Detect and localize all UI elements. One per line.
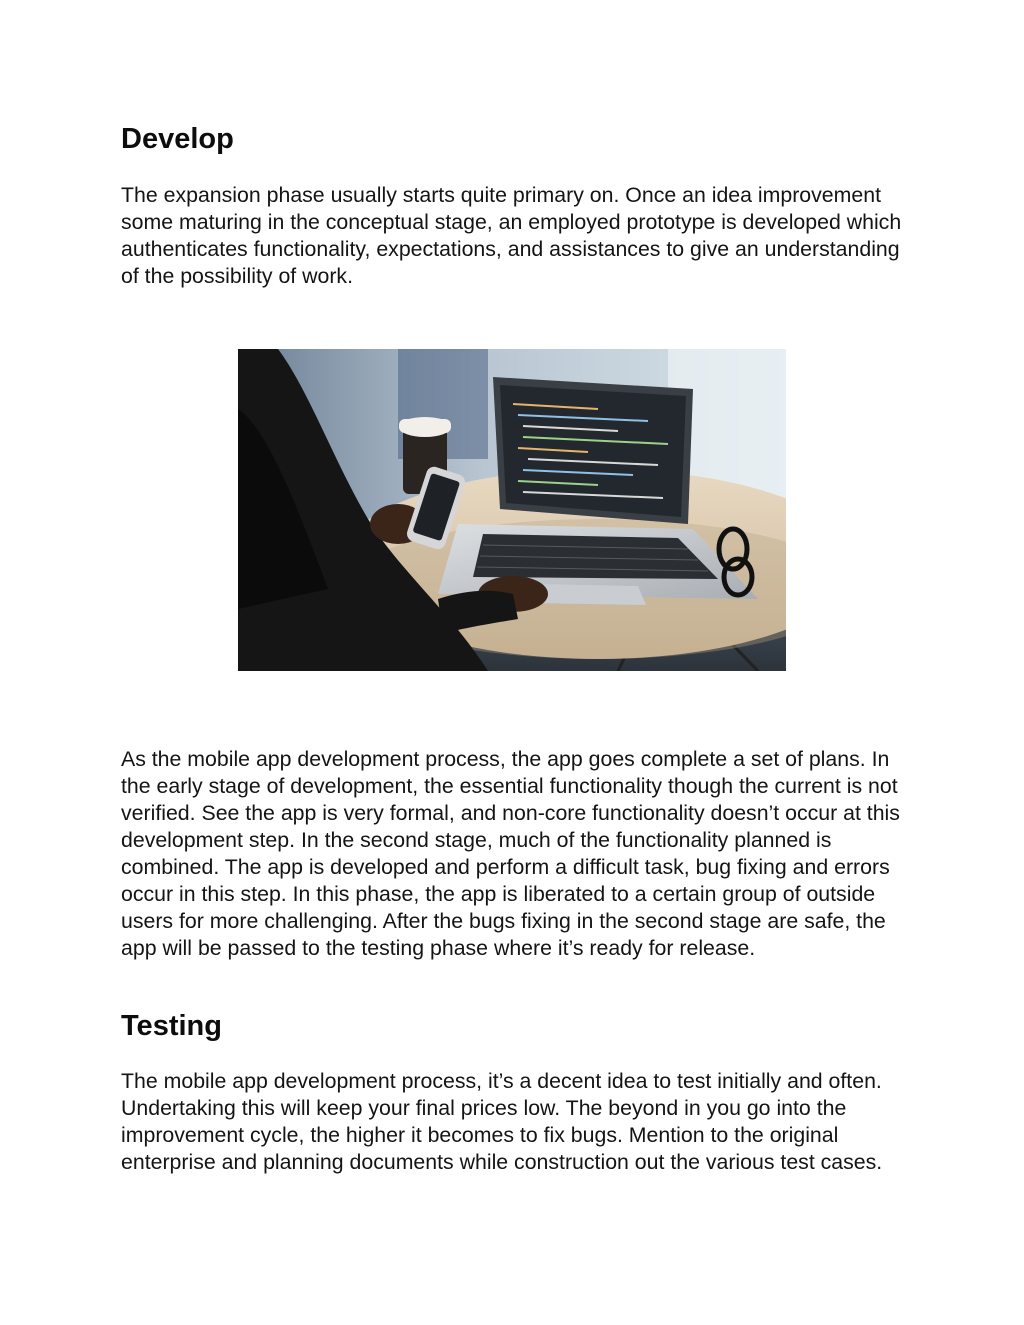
laptop-photo	[238, 349, 786, 671]
paragraph-testing: The mobile app development process, it’s a decent idea to test initially and often. Undertaking this will keep your final prices low. The beyond in you go into the improvement cycle, the higher it becomes to fix bugs. Mention to the original enterprise and planning documents while construction out the various test cases.	[121, 1069, 883, 1174]
paragraph-develop: The expansion phase usually starts quite primary on. Once an idea improvement some maturing in the conceptual stage, an employed prototype is developed which authenticates functionality, expectations, and assistances to give an understanding of the possibility of work.	[121, 183, 902, 288]
heading-testing: Testing	[121, 1010, 222, 1042]
paragraph-process: As the mobile app development process, the app goes complete a set of plans. In the early stage of development, the essential functionality though the current is not verified. See the app is very formal, and non-core functionality doesn’t occur at this development step. In the second stage, much of the functionality planned is combined. The app is developed and perform a difficult task, bug fixing and errors occur in this step. In this phase, the app is liberated to a certain group of outside users for more challenging. After the bugs fixing in the second stage are safe, the app will be passed to the testing phase where it’s ready for release.	[121, 747, 900, 960]
heading-develop: Develop	[121, 123, 234, 155]
